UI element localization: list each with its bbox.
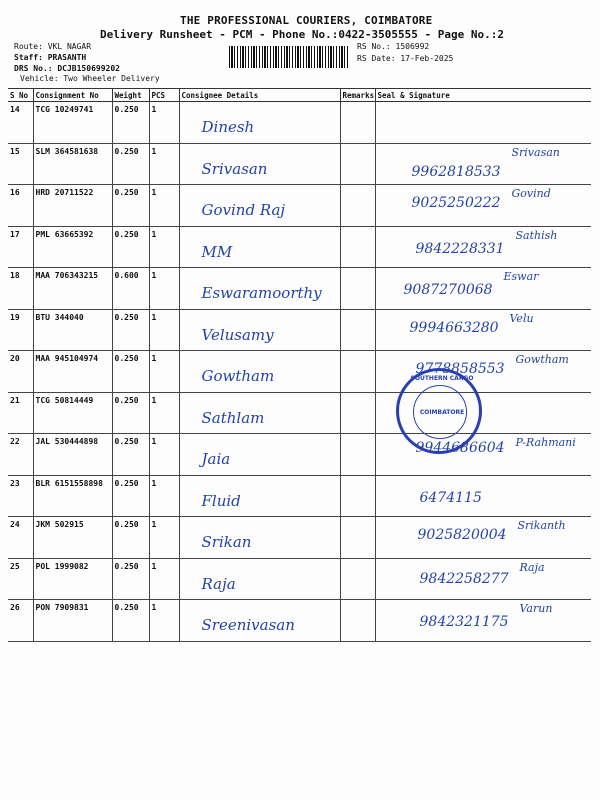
cell-consignee [179,102,340,144]
signature-phone: 9842321175 [419,614,509,630]
cell-sno: 26 [8,600,33,642]
cell-consignee [179,434,340,476]
cell-weight: 0.250 [112,558,149,600]
cell-consignment-no: SLM 364581638 [33,143,112,185]
cell-weight: 0.250 [112,185,149,227]
cell-consignee [179,309,340,351]
cell-sno: 24 [8,517,33,559]
consignee-handwriting: Sreenivasan [201,616,295,634]
cell-consignment-no: PML 63665392 [33,226,112,268]
cell-sno: 15 [8,143,33,185]
table-row [8,309,591,351]
cell-sno: 16 [8,185,33,227]
consignee-handwriting: Govind Raj [201,201,286,219]
cell-consignee [179,185,340,227]
cell-pcs: 1 [149,434,179,476]
cell-pcs: 1 [149,185,179,227]
table-row [8,434,591,476]
drs-label: DRS No.: DCJB150699202 [14,64,120,73]
cell-weight: 0.250 [112,102,149,144]
cell-pcs: 1 [149,517,179,559]
stamp-top-text: SOUTHERN CARGO [410,375,474,382]
signature-phone: 9087270068 [403,282,493,298]
signature-name: Velu [509,311,534,325]
cell-remarks [340,309,375,351]
signature-phone: 9025250222 [411,195,501,211]
cell-sno: 25 [8,558,33,600]
cell-pcs: 1 [149,309,179,351]
table-row [8,185,591,227]
cell-weight: 0.250 [112,517,149,559]
signature-phone: 9025820004 [417,527,507,543]
cell-weight: 0.250 [112,392,149,434]
cell-remarks [340,268,375,310]
cell-consignee [179,558,340,600]
consignee-handwriting: Gowtham [201,367,275,385]
cell-seal-signature [375,185,591,227]
signature-phone: 9994663280 [409,319,499,336]
cell-seal-signature [375,600,591,642]
signature-name: Raja [519,560,545,574]
consignee-handwriting: MM [201,242,233,261]
col-consignee: Consignee Details [179,89,340,102]
cell-seal-signature [375,309,591,351]
route-label: Route: VKL NAGAR [14,42,92,51]
cell-consignee [179,143,340,185]
cell-remarks [340,434,375,476]
cell-consignment-no: TCG 50814449 [33,392,112,434]
cell-consignment-no: TCG 10249741 [33,102,112,144]
cell-consignment-no: PON 7909831 [33,600,112,642]
signature-name: Gowtham [515,353,569,366]
table-row [8,475,591,517]
signature-name: Eswar [503,270,539,283]
rs-date-label: RS Date: 17-Feb-2025 [357,54,454,63]
cell-consignee [179,600,340,642]
signature-phone: 9842258277 [419,570,509,587]
table-row [8,351,591,393]
signature-name: Srivasan [511,145,560,159]
cell-sno: 20 [8,351,33,393]
col-pcs: PCS [149,89,179,102]
cell-pcs: 1 [149,392,179,434]
cell-consignment-no: JAL 530444898 [33,434,112,476]
cell-consignment-no: MAA 706343215 [33,268,112,310]
signature-phone: 9944686604 [415,440,505,456]
cell-consignee [179,392,340,434]
consignee-handwriting: Fluid [201,491,241,510]
table-row [8,517,591,559]
cell-pcs: 1 [149,558,179,600]
table-row [8,392,591,434]
consignee-handwriting: Raja [201,574,236,593]
cell-consignee [179,226,340,268]
cell-weight: 0.600 [112,268,149,310]
stamp-center-text: COIMBATORE [419,409,465,416]
cell-seal-signature [375,558,591,600]
cell-seal-signature [375,143,591,185]
cell-sno: 23 [8,475,33,517]
consignee-handwriting: Velusamy [201,325,274,344]
runsheet-table [8,88,591,642]
cell-remarks [340,392,375,434]
cell-weight: 0.250 [112,475,149,517]
signature-phone: 6474115 [419,489,482,506]
cell-consignment-no: MAA 945104974 [33,351,112,393]
cell-weight: 0.250 [112,434,149,476]
table-row [8,143,591,185]
cell-remarks [340,143,375,185]
cell-sno: 22 [8,434,33,476]
table-row [8,268,591,310]
consignee-handwriting: Eswaramoorthy [201,284,322,302]
cell-remarks [340,351,375,393]
cell-consignment-no: BLR 6151558898 [33,475,112,517]
cell-pcs: 1 [149,268,179,310]
consignee-handwriting: Srivasan [201,159,268,178]
cell-consignment-no: JKM 502915 [33,517,112,559]
cell-pcs: 1 [149,600,179,642]
consignee-handwriting: Srikan [201,533,252,551]
cell-pcs: 1 [149,351,179,393]
cell-weight: 0.250 [112,351,149,393]
cell-weight: 0.250 [112,309,149,351]
signature-name: Sathish [515,228,558,242]
company-title: THE PROFESSIONAL COURIERS, COIMBATORE [180,14,433,27]
cell-pcs: 1 [149,226,179,268]
cell-remarks [340,517,375,559]
cell-pcs: 1 [149,102,179,144]
cell-weight: 0.250 [112,600,149,642]
cell-sno: 17 [8,226,33,268]
cell-consignee [179,268,340,310]
cell-weight: 0.250 [112,143,149,185]
cell-consignment-no: HRD 20711522 [33,185,112,227]
cell-remarks [340,475,375,517]
signature-name: Varun [519,602,553,615]
cell-consignment-no: BTU 344040 [33,309,112,351]
cell-pcs: 1 [149,143,179,185]
cell-seal-signature [375,517,591,559]
cell-weight: 0.250 [112,226,149,268]
cell-remarks [340,600,375,642]
signature-name: P-Rahmani [515,436,576,449]
signature-name: Govind [511,187,551,200]
staff-label: Staff: PRASANTH [14,53,87,62]
col-consignment: Consignment No [33,89,112,102]
table-row [8,226,591,268]
cell-sno: 18 [8,268,33,310]
cell-consignee [179,475,340,517]
sheet-subtitle: Delivery Runsheet - PCM - Phone No.:0422-3505555 - Page No.:2 [100,28,504,41]
cell-seal-signature [375,226,591,268]
cell-seal-signature [375,268,591,310]
col-seal-signature: Seal & Signature [375,89,591,102]
company-seal-stamp [396,368,482,454]
cell-sno: 19 [8,309,33,351]
cell-remarks [340,102,375,144]
col-sno: S No [8,89,33,102]
consignee-handwriting: Sathlam [201,408,265,427]
cell-consignee [179,517,340,559]
col-remarks: Remarks [340,89,375,102]
cell-remarks [340,185,375,227]
cell-consignee [179,351,340,393]
table-row [8,558,591,600]
signature-phone: 9778858553 [415,361,505,377]
cell-remarks [340,226,375,268]
cell-pcs: 1 [149,475,179,517]
cell-sno: 21 [8,392,33,434]
consignee-handwriting: Jaia [201,450,231,468]
cell-sno: 14 [8,102,33,144]
cell-seal-signature [375,102,591,144]
table-row [8,600,591,642]
vehicle-label: Vehicle: Two Wheeler Delivery [20,74,160,83]
cell-seal-signature [375,475,591,517]
signature-phone: 9962818533 [411,163,501,180]
rs-no-label: RS No.: 1506992 [357,42,430,51]
table-row [8,102,591,144]
cell-consignment-no: POL 1999082 [33,558,112,600]
barcode [229,46,349,68]
consignee-handwriting: Dinesh [201,118,255,136]
table-header-row [8,89,591,102]
signature-name: Srikanth [517,519,566,532]
cell-remarks [340,558,375,600]
col-weight: Weight [112,89,149,102]
signature-phone: 9842228331 [415,240,505,257]
